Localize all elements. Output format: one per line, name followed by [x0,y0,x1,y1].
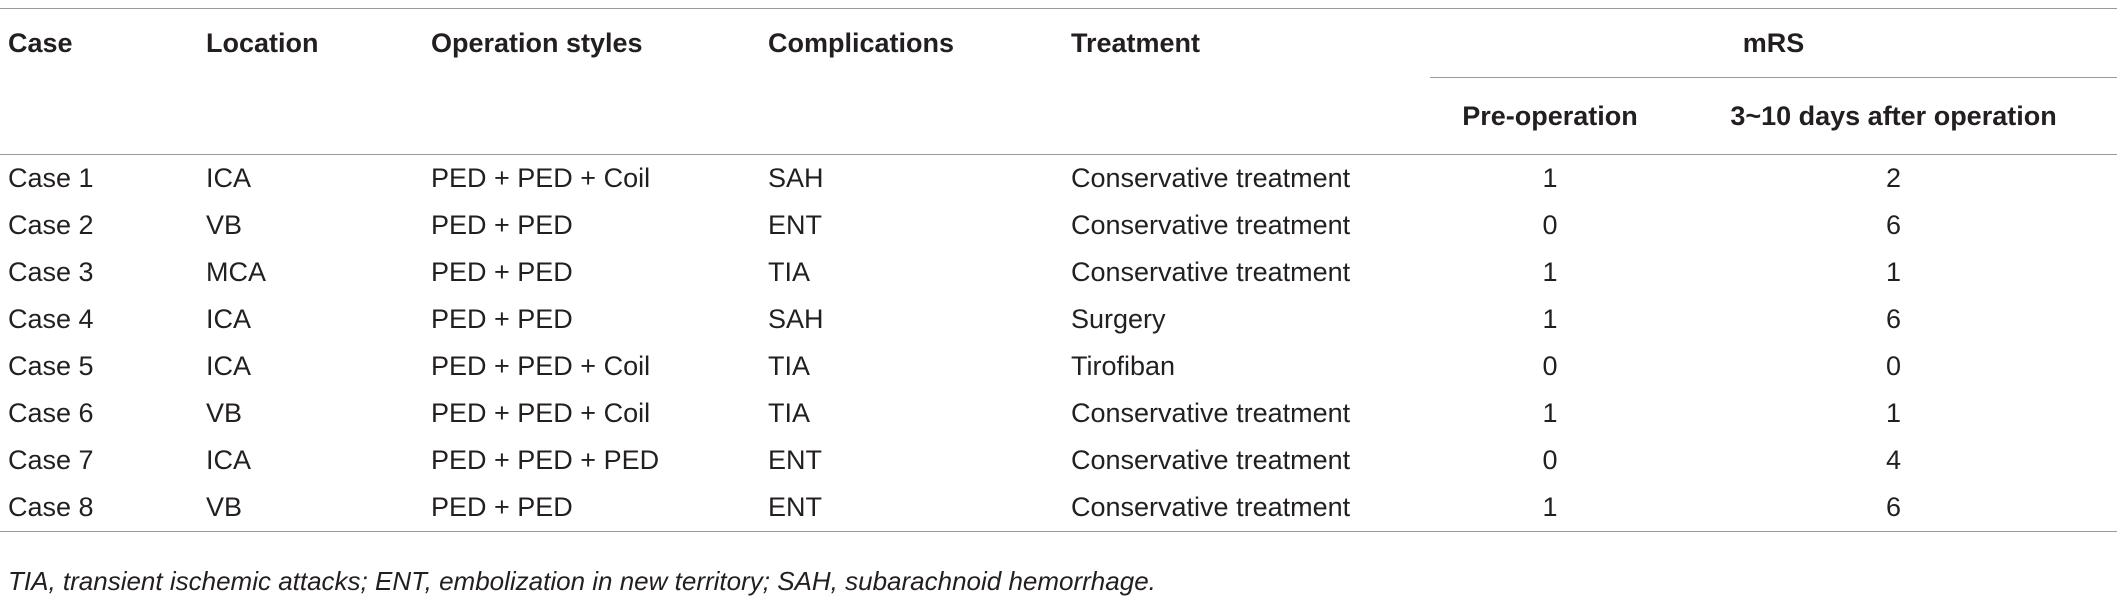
cell-mrs-post-operation: 6 [1670,484,2117,532]
table-row [0,296,2117,343]
cell-mrs-post-operation: 1 [1885,257,1902,287]
cell-case: Case 4 [8,304,94,334]
cell-case: Case 8 [0,484,198,532]
table-row [0,484,2117,532]
cell-operation-styles: PED + PED + PED [431,445,660,475]
cell-mrs-post-operation: 6 [1885,304,1902,334]
cell-mrs-post-operation: 1 [1885,398,1902,428]
table-header [0,9,2117,155]
table-row [0,155,2117,203]
cell-complications: TIA [768,398,811,428]
table-row [0,202,2117,249]
cell-complications: SAH [768,304,824,334]
table-row [0,343,2117,390]
cell-location: MCA [206,257,266,287]
table-row [0,249,2117,296]
cell-mrs-pre-operation: 0 [1542,445,1558,475]
cell-mrs-post-operation: 2 [1885,163,1902,193]
cell-mrs-post-operation: 4 [1885,445,1902,475]
header-post-operation: 3~10 days after operation [1670,78,2117,155]
cell-complications: SAH [768,163,824,193]
cell-complications: TIA [768,257,811,287]
cell-location: ICA [206,445,252,475]
cell-operation-styles: PED + PED [431,257,573,287]
cell-mrs-pre-operation: 0 [1542,210,1558,240]
header-operation-styles: Operation styles [423,9,760,78]
cell-mrs-pre-operation: 1 [1430,484,1670,532]
cell-location: VB [206,210,243,240]
header-case: Case [0,9,198,78]
cell-treatment: Conservative treatment [1063,484,1430,532]
header-pre-operation: Pre-operation [1430,78,1670,155]
cell-case: Case 5 [8,351,94,381]
cell-operation-styles: PED + PED + Coil [431,163,651,193]
cell-treatment: Conservative treatment [1071,210,1351,240]
cell-mrs-pre-operation: 1 [1542,163,1558,193]
cell-case: Case 3 [8,257,94,287]
cell-operation-styles: PED + PED [423,484,760,532]
cell-treatment: Conservative treatment [1071,163,1351,193]
complications-table [0,8,2117,532]
cell-case: Case 1 [8,163,94,193]
table-footnote: TIA, transient ischemic attacks; ENT, embolization in new territory; SAH, subarachnoid hemorrhage. [8,566,1156,596]
header-spacer [0,78,1430,155]
cell-complications: ENT [768,445,822,475]
cell-location: ICA [206,351,252,381]
cell-mrs-post-operation: 0 [1885,351,1902,381]
table-row [0,437,2117,484]
cell-location: VB [206,398,243,428]
header-location: Location [198,9,423,78]
header-complications: Complications [760,9,1063,78]
table-row [0,390,2117,437]
cell-mrs-pre-operation: 1 [1542,304,1558,334]
cell-operation-styles: PED + PED + Coil [431,351,651,381]
cell-mrs-pre-operation: 0 [1542,351,1558,381]
cell-mrs-pre-operation: 1 [1542,257,1558,287]
cell-treatment: Conservative treatment [1071,257,1351,287]
table-body [0,155,2117,532]
cell-operation-styles: PED + PED [431,210,573,240]
cell-location: VB [198,484,423,532]
cell-mrs-post-operation: 6 [1885,210,1902,240]
cell-treatment: Conservative treatment [1071,398,1351,428]
cell-treatment: Conservative treatment [1071,445,1351,475]
cell-case: Case 6 [8,398,94,428]
header-treatment: Treatment [1063,9,1430,78]
cell-operation-styles: PED + PED [431,304,573,334]
cell-treatment: Surgery [1071,304,1166,334]
cell-location: ICA [206,304,252,334]
cell-case: Case 2 [8,210,94,240]
cell-mrs-pre-operation: 1 [1542,398,1558,428]
cell-operation-styles: PED + PED + Coil [431,398,651,428]
cell-complications: ENT [768,210,822,240]
cell-location: ICA [206,163,252,193]
cell-complications: TIA [768,351,811,381]
cell-treatment: Tirofiban [1071,351,1176,381]
cell-case: Case 7 [8,445,94,475]
header-mrs: mRS [1430,9,2117,78]
cell-complications: ENT [760,484,1063,532]
